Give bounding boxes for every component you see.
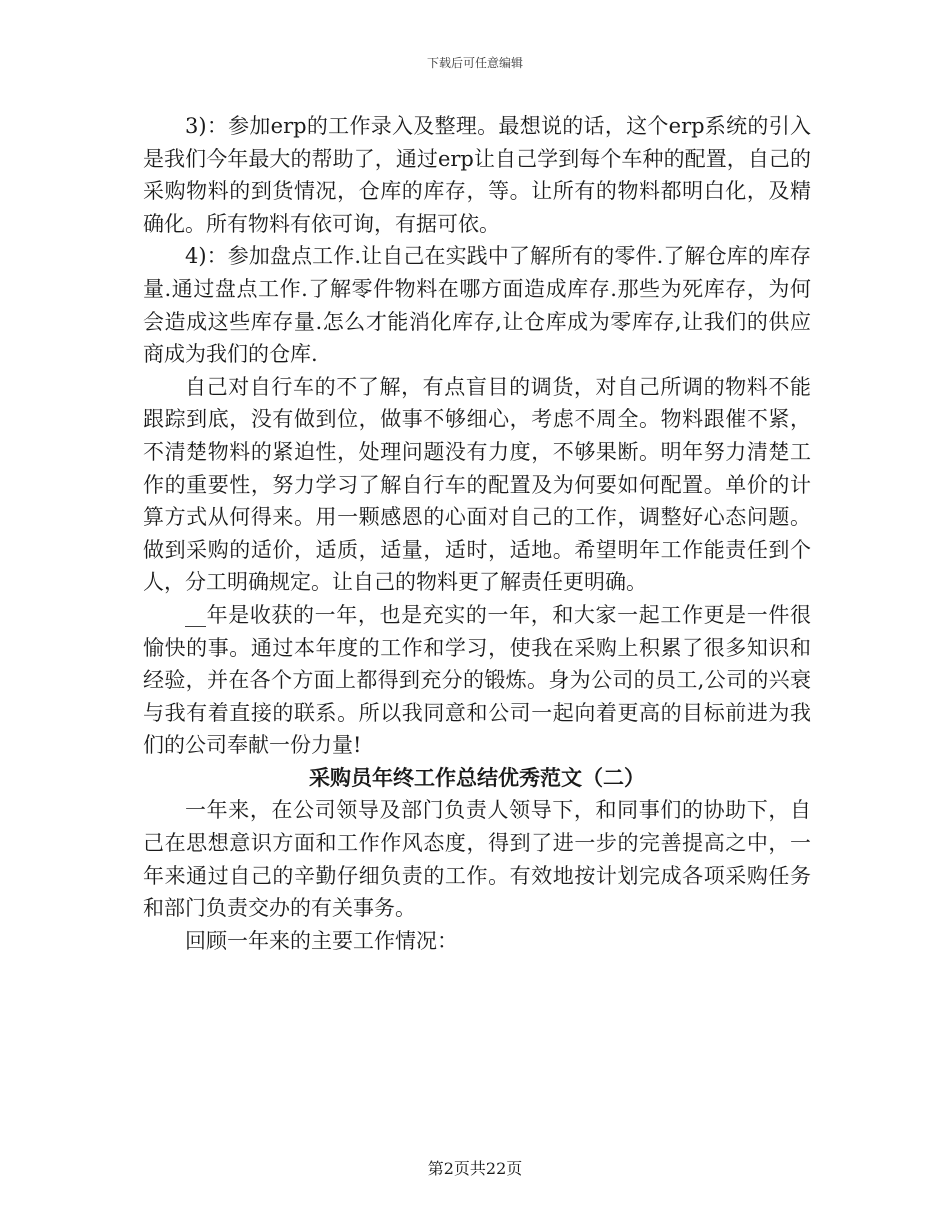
paragraph-year-summary: __年是收获的一年，也是充实的一年，和大家一起工作更是一件很愉快的事。通过本年度的工作和学习，使我在采购上积累了很多知识和经验，并在各个方面上都得到充分的锻炼。身为公司的员工,公司的兴衰与我有着直接的联系。所以我同意和公司一起向着更高的目标前进为我们的公司奉献一份力量! <box>143 602 811 758</box>
paragraph-inventory: 4)：参加盘点工作.让自己在实践中了解所有的零件.了解仓库的库存量.通过盘点工作.了解零件物料在哪方面造成库存.那些为死库存，为何会造成这些库存量.怎么才能消化库存,让仓库成为零库存,让我们的供应商成为我们的仓库. <box>143 244 811 367</box>
paragraph-self-review: 自己对自行车的不了解，有点盲目的调货，对自己所调的物料不能跟踪到底，没有做到位，做事不够细心，考虑不周全。物料跟催不紧，不清楚物料的紧迫性，处理问题没有力度，不够果断。明年努力清楚工作的重要性，努力学习了解自行车的配置及为何要如何配置。单价的计算方式从何得来。用一颗感恩的心面对自己的工作，调整好心态问题。做到采购的适价，适质，适量，适时，适地。希望明年工作能责任到个人，分工明确规定。让自己的物料更了解责任更明确。 <box>143 374 811 595</box>
section-title: 采购员年终工作总结优秀范文（二） <box>309 764 645 790</box>
paragraph-section-intro: 一年来，在公司领导及部门负责人领导下，和同事们的协助下，自己在思想意识方面和工作作风态度，得到了进一步的完善提高之中，一年来通过自己的辛勤仔细负责的工作。有效地按计划完成各项采购任务和部门负责交办的有关事务。 <box>143 798 811 921</box>
document-body <box>143 110 811 957</box>
paragraph-review-lead: 回顾一年来的主要工作情况： <box>185 928 458 953</box>
paragraph-erp: 3)：参加erp的工作录入及整理。最想说的话，这个erp系统的引入是我们今年最大的帮助了，通过erp让自己学到每个车种的配置，自己的采购物料的到货情况，仓库的库存，等。让所有的物料都明白化，及精确化。所有物料有依可询，有据可依。 <box>143 114 811 236</box>
page-number: 第2页共22页 <box>427 1159 523 1178</box>
page-header-note: 下载后可任意编辑 <box>426 56 523 70</box>
